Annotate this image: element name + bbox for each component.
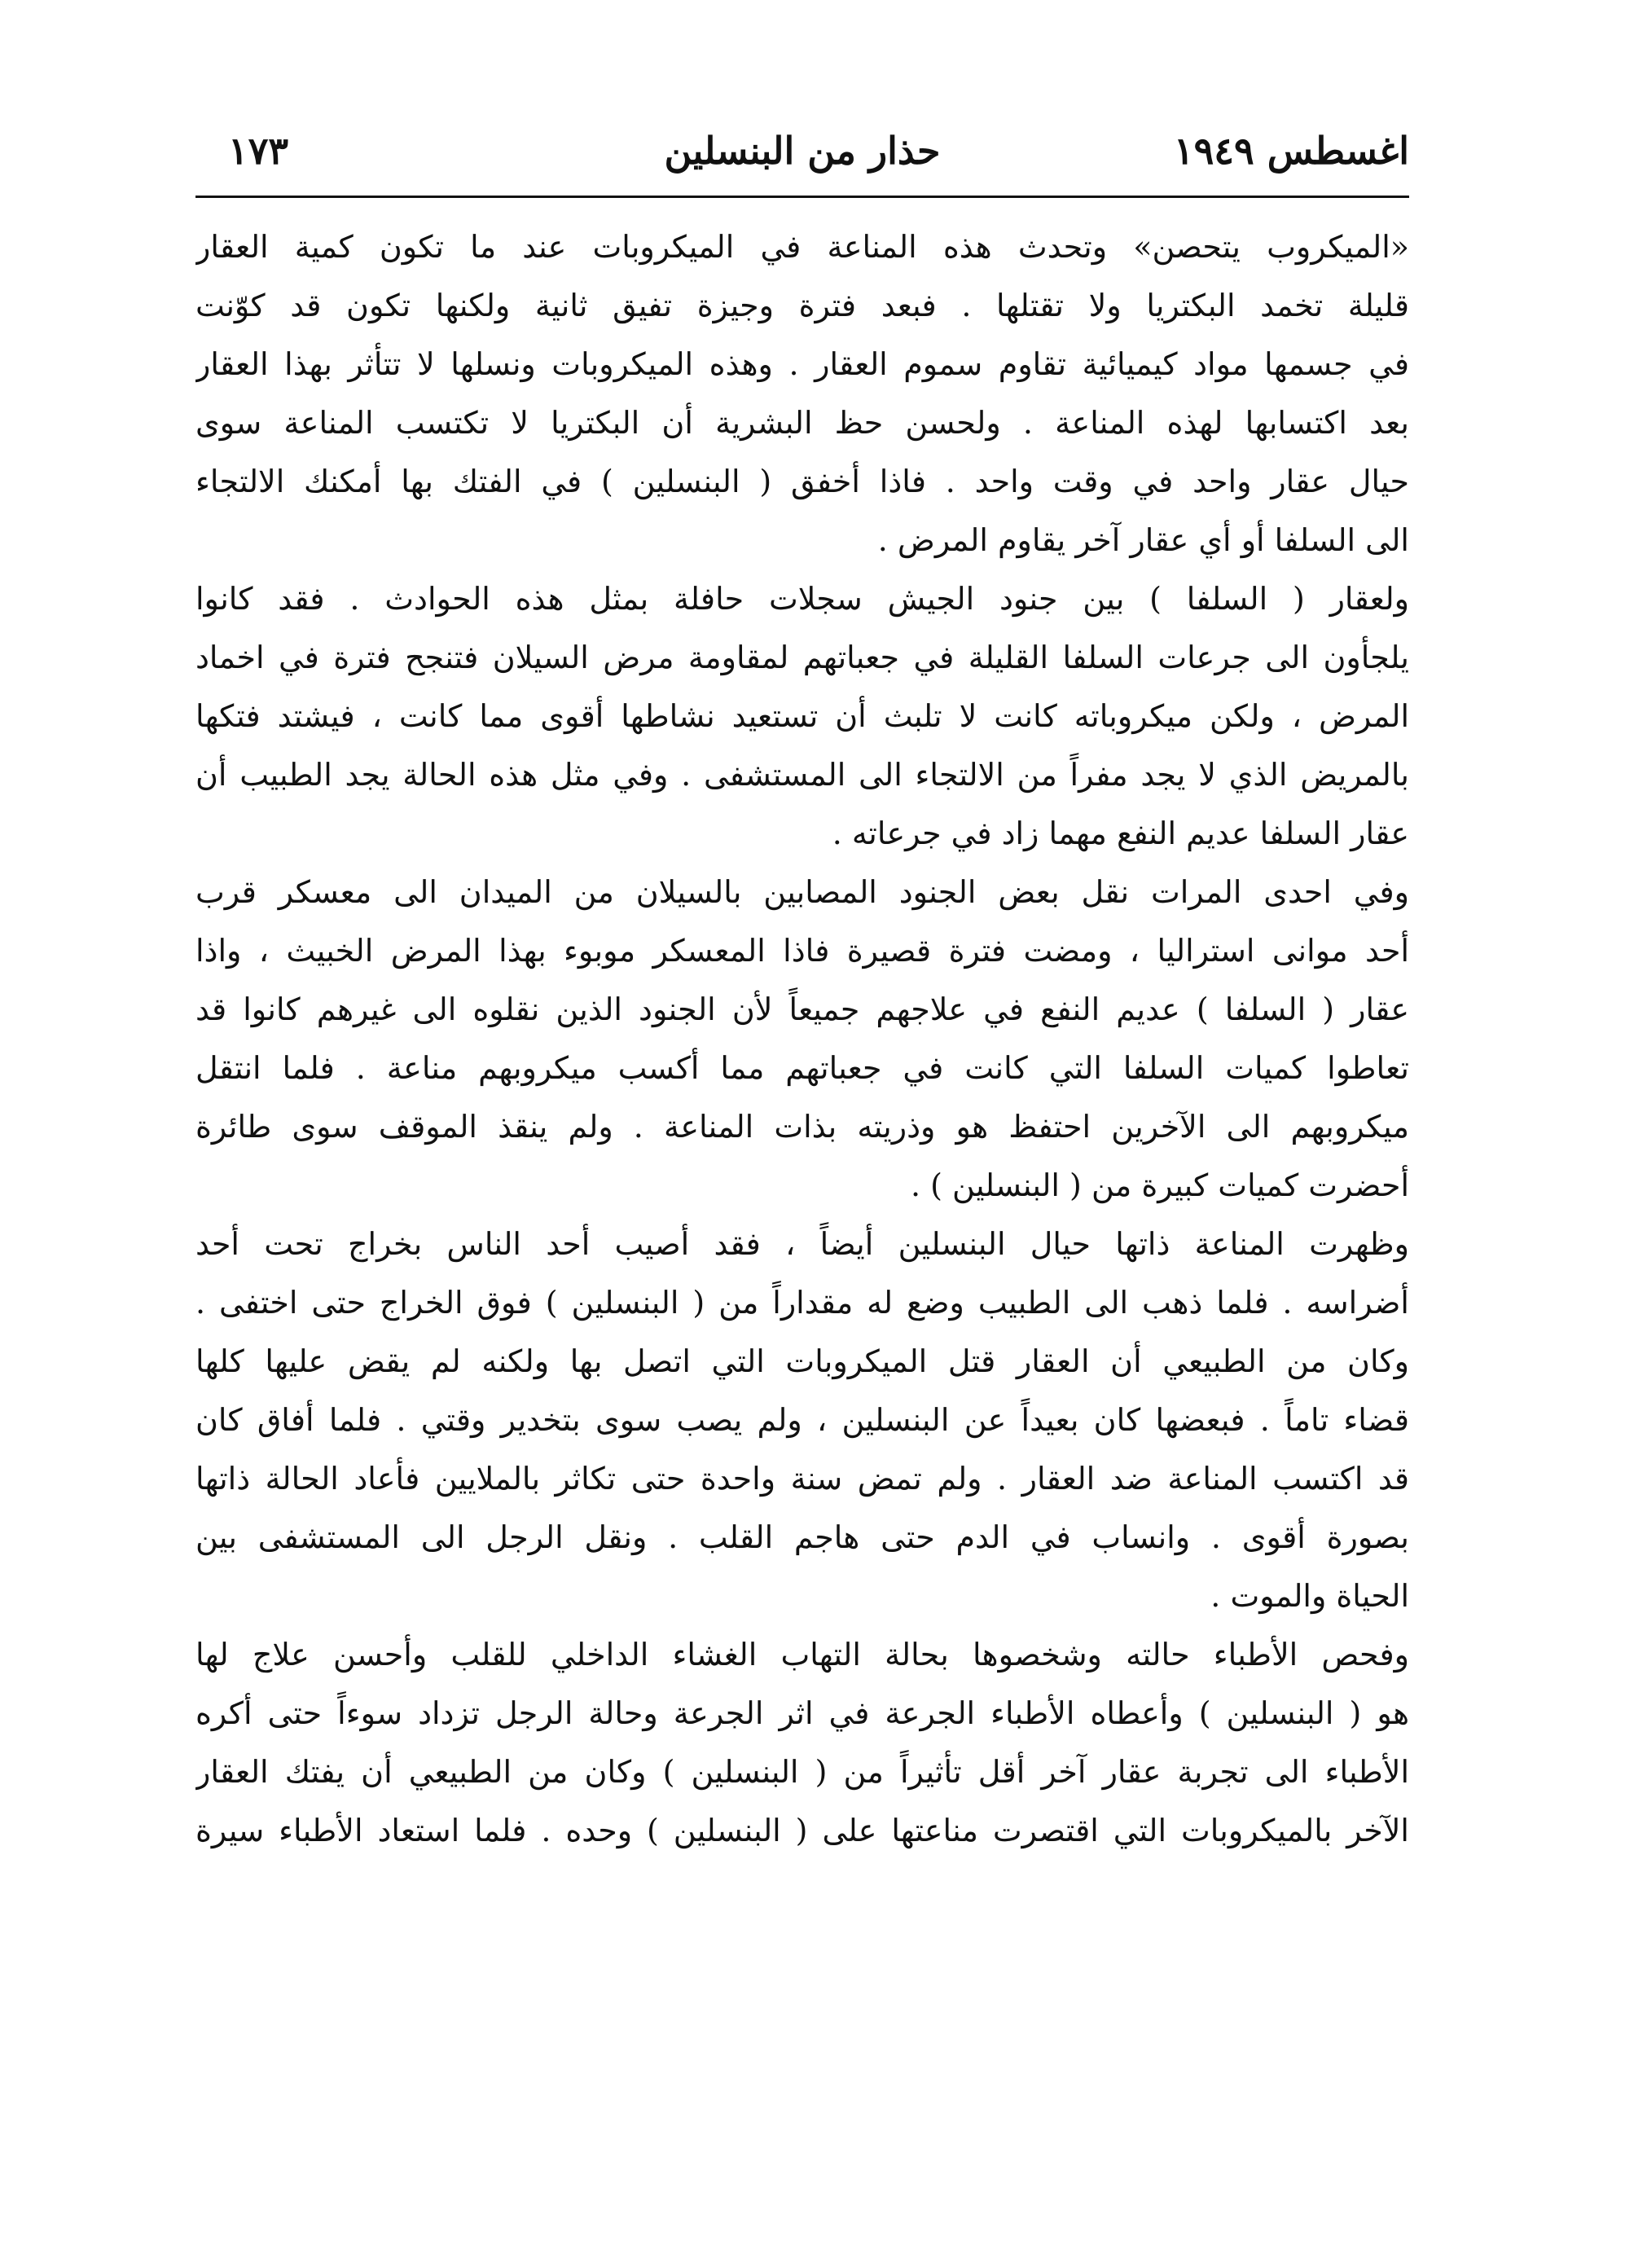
paragraph-2 [195,569,1409,863]
text-line: وفي احدى المرات نقل بعض الجنود المصابين بالسيلان من الميدان الى معسكر قرب [195,874,1409,910]
text-line: وفحص الأطباء حالته وشخصوها بحالة التهاب الغشاء الداخلي للقلب وأحسن علاج لها [195,1637,1409,1672]
text-line: «الميكروب يتحصن» وتحدث هذه المناعة في الميكروبات عند ما تكون كمية العقار [195,229,1409,265]
text-line: هو ( البنسلين ) وأعطاه الأطباء الجرعة في اثر الجرعة وحالة الرجل تزداد سوءاً حتى أكره [195,1695,1409,1731]
header-rule [195,196,1409,198]
text-line: حيال عقار واحد في وقت واحد . فاذا أخفق ( البنسلين ) في الفتك بها أمكنك الالتجاء [195,464,1409,499]
article-body [195,218,1409,1860]
text-line: الحياة والموت . [1210,1578,1409,1614]
paragraph-3 [195,863,1409,1215]
text-line: قضاء تاماً . فبعضها كان بعيداً عن البنسلين ، ولم يصب سوى بتخدير وقتي . فلما أفاق كان [195,1402,1409,1438]
header-title: حذار من البنسلين [664,129,941,173]
text-line: أضراسه . فلما ذهب الى الطبيب وضع له مقداراً من ( البنسلين ) فوق الخراج حتى اختفى . [195,1285,1409,1321]
paragraph-1 [195,218,1409,569]
text-line: يلجأون الى جرعات السلفا القليلة في جعباتهم لمقاومة مرض السيلان فتنجح فترة في اخماد [195,640,1409,675]
text-line: بصورة أقوى . وانساب في الدم حتى هاجم القلب . ونقل الرجل الى المستشفى بين [195,1519,1409,1555]
text-line: تعاطوا كميات السلفا التي كانت في جعباتهم مما أكسب ميكروبهم مناعة . فلما انتقل [195,1050,1409,1086]
text-line: ولعقار ( السلفا ) بين جنود الجيش سجلات حافلة بمثل هذه الحوادث . فقد كانوا [195,581,1409,617]
text-line: قد اكتسب المناعة ضد العقار . ولم تمض سنة واحدة حتى تكاثر بالملايين فأعاد الحالة ذاتها [195,1461,1409,1497]
text-line: بالمريض الذي لا يجد مفراً من الالتجاء الى المستشفى . وفي مثل هذه الحالة يجد الطبيب أن [195,757,1409,793]
text-line: عقار السلفا عديم النفع مهما زاد في جرعاته . [832,815,1409,851]
text-line: ميكروبهم الى الآخرين احتفظ هو وذريته بذات المناعة . ولم ينقذ الموقف سوى طائرة [195,1109,1409,1145]
text-line: أحد موانى استراليا ، ومضت فترة قصيرة فاذا المعسكر موبوء بهذا المرض الخبيث ، واذا [195,933,1409,969]
text-line: الآخر بالميكروبات التي اقتصرت مناعتها على ( البنسلين ) وحده . فلما استعاد الأطباء سيرة [195,1813,1409,1848]
text-line: المرض ، ولكن ميكروباته كانت لا تلبث أن تستعيد نشاطها أقوى مما كانت ، فيشتد فتكها [195,698,1409,734]
text-line: قليلة تخمد البكتريا ولا تقتلها . فبعد فترة وجيزة تفيق ثانية ولكنها تكون قد كوّنت [195,288,1409,323]
text-line: وظهرت المناعة ذاتها حيال البنسلين أيضاً ، فقد أصيب أحد الناس بخراج تحت أحد [195,1226,1409,1262]
text-line: بعد اكتسابها لهذه المناعة . ولحسن حظ البشرية أن البكتريا لا تكتسب المناعة سوى [195,405,1409,441]
text-line: أحضرت كميات كبيرة من ( البنسلين ) . [910,1167,1409,1203]
text-line: الأطباء الى تجربة عقار آخر أقل تأثيراً من ( البنسلين ) وكان من الطبيعي أن يفتك العقار [195,1754,1409,1790]
text-line: عقار ( السلفا ) عديم النفع في علاجهم جميعاً لأن الجنود الذين نقلوه الى غيرهم كانوا قد [195,991,1409,1027]
text-line: الى السلفا أو أي عقار آخر يقاوم المرض . [877,522,1409,558]
text-line: في جسمها مواد كيميائية تقاوم سموم العقار . وهذه الميكروبات ونسلها لا تتأثر بهذا العقار [195,346,1409,382]
page-number: ١٧٣ [228,129,289,173]
paragraph-5 [195,1625,1409,1860]
text-line: وكان من الطبيعي أن العقار قتل الميكروبات التي اتصل بها ولكنه لم يقض عليها كلها [195,1343,1409,1379]
running-header [195,122,1409,196]
header-date: اغسطس ١٩٤٩ [1173,129,1409,173]
book-page [195,122,1409,2224]
paragraph-4 [195,1215,1409,1625]
